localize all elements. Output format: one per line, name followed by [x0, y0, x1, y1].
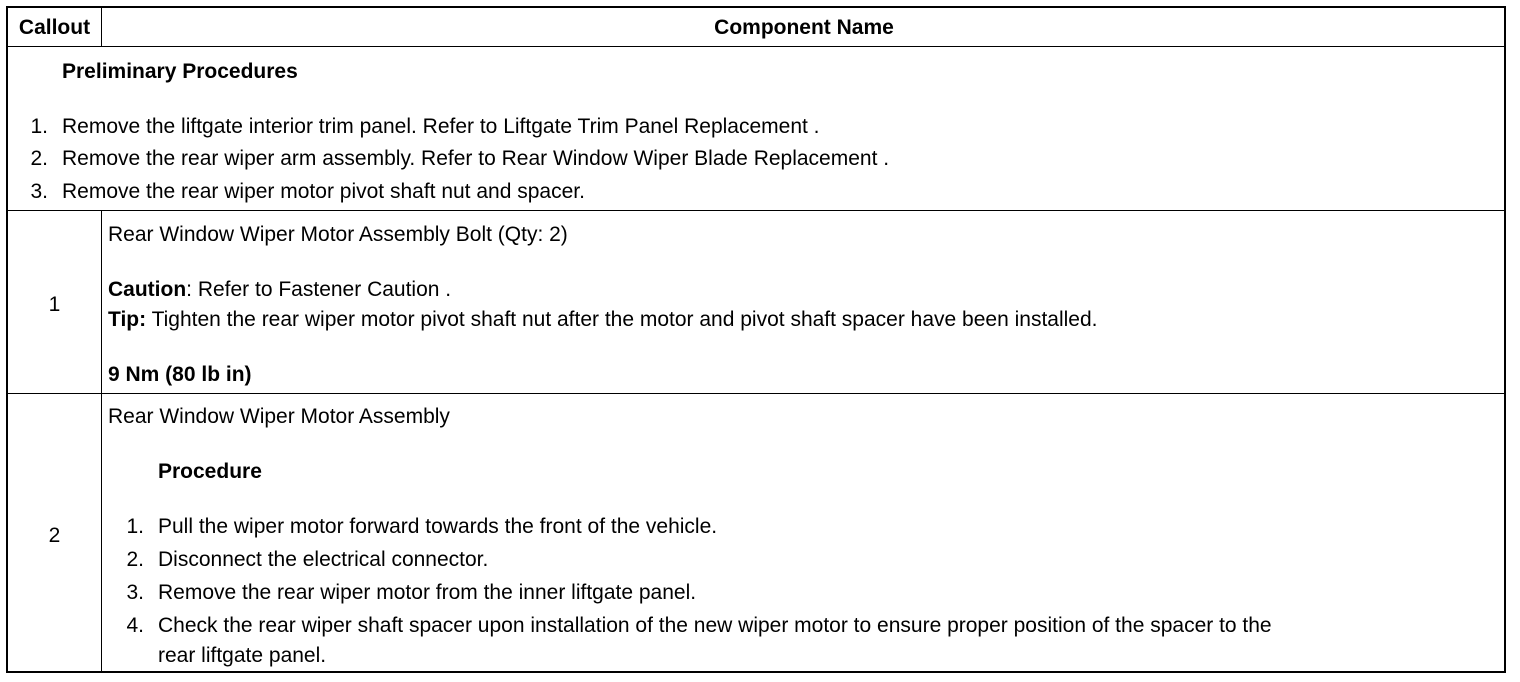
tip-line	[108, 308, 1097, 332]
component-name: Rear Window Wiper Motor Assembly	[108, 405, 450, 428]
torque-spec: 9 Nm (80 lb in)	[108, 363, 252, 386]
procedure-step-text: Pull the wiper motor forward towards the front of the vehicle.	[158, 515, 718, 538]
procedure-step-text: Remove the rear wiper motor from the inner liftgate panel.	[158, 581, 697, 604]
procedure-step-number: 1.	[126, 515, 144, 538]
procedure-title: Procedure	[158, 460, 262, 483]
caution-text: : Refer to Fastener Caution .	[186, 278, 452, 301]
prelim-step-number: 3.	[30, 180, 48, 203]
procedure-step-text: Check the rear wiper shaft spacer upon installation of the new wiper motor to ensure proper position of the spacer to the	[158, 614, 1272, 637]
component-name: Rear Window Wiper Motor Assembly Bolt (Qty: 2)	[108, 223, 568, 246]
header-component-name: Component Name	[714, 16, 894, 39]
row-divider-2	[8, 393, 1504, 394]
header-callout: Callout	[18, 16, 91, 39]
prelim-step-number: 2.	[30, 147, 48, 170]
procedure-step-number: 3.	[126, 581, 144, 604]
prelim-step-text: Remove the liftgate interior trim panel. Refer to Liftgate Trim Panel Replacement .	[62, 115, 820, 138]
prelim-step-text: Remove the rear wiper arm assembly. Refer to Rear Window Wiper Blade Replacement .	[62, 147, 890, 170]
callout-number: 2	[48, 524, 61, 547]
procedure-step-text-continued: rear liftgate panel.	[158, 644, 327, 667]
tip-label: Tip:	[108, 308, 147, 331]
callout-number: 1	[48, 293, 61, 316]
tip-text: Tighten the rear wiper motor pivot shaft nut after the motor and pivot shaft spacer have been installed.	[146, 308, 1098, 331]
caution-line	[108, 278, 451, 302]
column-divider-body	[101, 210, 102, 673]
preliminary-title: Preliminary Procedures	[62, 60, 298, 83]
header-divider	[8, 46, 1504, 47]
row-divider-1	[8, 210, 1504, 211]
procedure-step-number: 4.	[126, 614, 144, 637]
procedure-table	[6, 6, 1506, 673]
prelim-step-number: 1.	[30, 115, 48, 138]
prelim-step-text: Remove the rear wiper motor pivot shaft nut and spacer.	[62, 180, 585, 203]
procedure-step-number: 2.	[126, 548, 144, 571]
caution-label: Caution	[108, 278, 187, 301]
procedure-step-text: Disconnect the electrical connector.	[158, 548, 489, 571]
